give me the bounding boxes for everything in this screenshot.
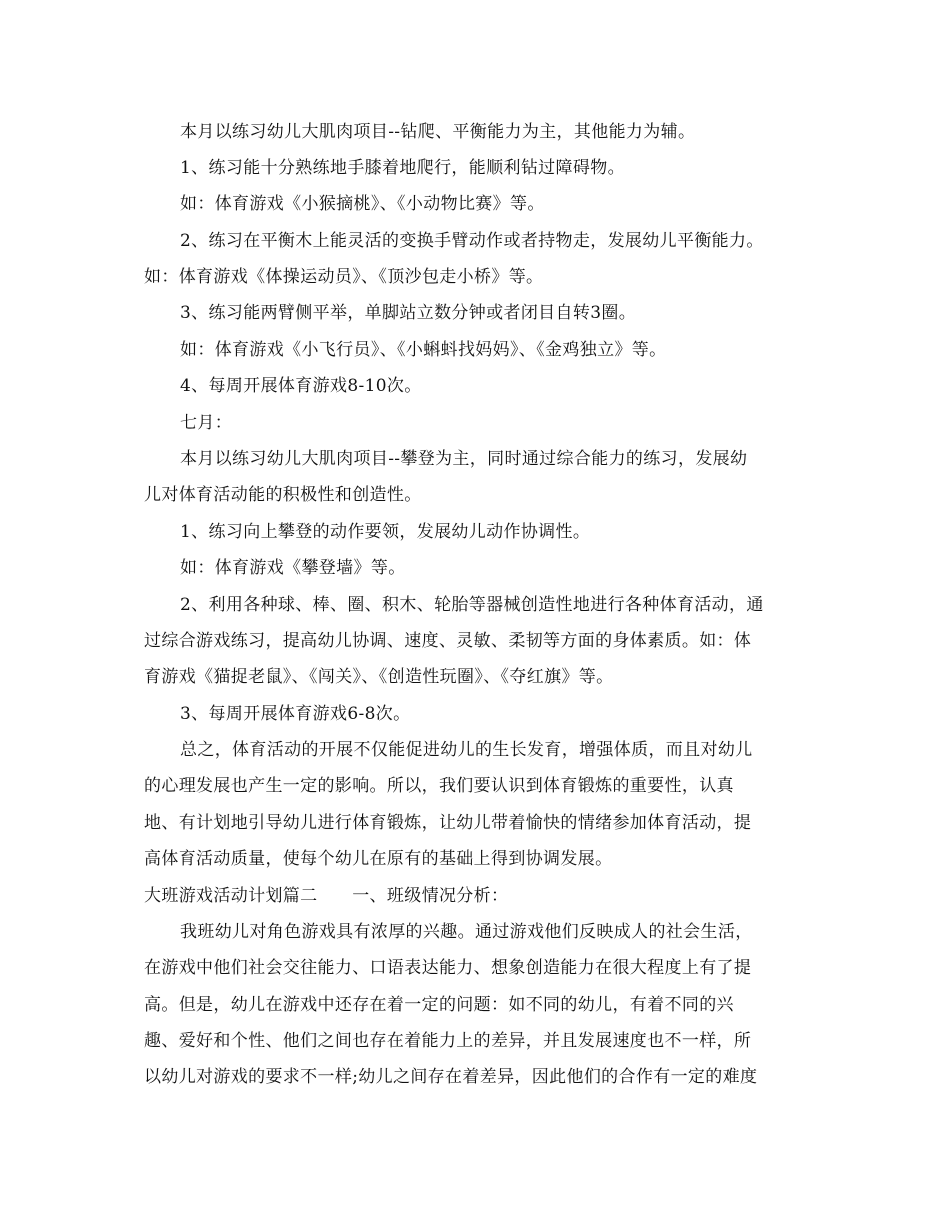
paragraph-line: 1、练习能十分熟练地手膝着地爬行，能顺利钻过障碍物。 (180, 158, 625, 178)
paragraph-line: 总之，体育活动的开展不仅能促进幼儿的生长发育，增强体质，而且对幼儿 (180, 740, 753, 760)
paragraph-line: 高。但是，幼儿在游戏中还存在着一定的问题：如不同的幼儿，有着不同的兴 (144, 995, 734, 1015)
paragraph-line: 在游戏中他们社会交往能力、口语表达能力、想象创造能力在很大程度上有了提 (144, 958, 752, 978)
paragraph-line: 的心理发展也产生一定的影响。所以，我们要认识到体育锻炼的重要性，认真 (144, 776, 734, 796)
paragraph-line: 1、练习向上攀登的动作要领，发展幼儿动作协调性。 (180, 522, 591, 542)
paragraph-line: 高体育活动质量，使每个幼儿在原有的基础上得到协调发展。 (144, 849, 613, 869)
paragraph-line: 过综合游戏练习，提高幼儿协调、速度、灵敏、柔韧等方面的身体素质。如：体 (144, 631, 752, 651)
paragraph-line: 如：体育游戏《小飞行员》、《小蝌蚪找妈妈》、《金鸡独立》等。 (180, 340, 667, 360)
paragraph-line: 本月以练习幼儿大肌肉项目--攀登为主，同时通过综合能力的练习，发展幼 (180, 449, 748, 469)
paragraph-line: 育游戏《猫捉老鼠》、《闯关》、《创造性玩圈》、《夺红旗》等。 (144, 667, 614, 687)
paragraph-line: 2、利用各种球、棒、圈、积木、轮胎等器械创造性地进行各种体育活动，通 (180, 595, 764, 615)
section-heading: 大班游戏活动计划篇二 一、班级情况分析： (144, 886, 509, 906)
paragraph-line: 如：体育游戏《攀登墙》等。 (180, 558, 406, 578)
paragraph-line: 如：体育游戏《体操运动员》、《顶沙包走小桥》等。 (144, 267, 544, 287)
paragraph-line: 4、每周开展体育游戏8-10次。 (180, 376, 422, 396)
paragraph-line: 3、练习能两臂侧平举，单脚站立数分钟或者闭目自转3圈。 (180, 303, 637, 323)
paragraph-line: 地、有计划地引导幼儿进行体育锻炼，让幼儿带着愉快的情绪参加体育活动，提 (144, 813, 752, 833)
section-heading: 七月： (180, 413, 233, 433)
paragraph-line: 如：体育游戏《小猴摘桃》、《小动物比赛》等。 (180, 194, 545, 214)
paragraph-line: 趣、爱好和个性、他们之间也存在着能力上的差异，并且发展速度也不一样，所 (144, 1031, 752, 1051)
paragraph-line: 本月以练习幼儿大肌肉项目--钻爬、平衡能力为主，其他能力为辅。 (180, 122, 696, 142)
paragraph-line: 我班幼儿对角色游戏具有浓厚的兴趣。通过游戏他们反映成人的社会生活， (180, 922, 753, 942)
paragraph-line: 3、每周开展体育游戏6-8次。 (180, 704, 411, 724)
paragraph-line: 以幼儿对游戏的要求不一样;幼儿之间存在着差异，因此他们的合作有一定的难度 (144, 1067, 758, 1087)
paragraph-line: 儿对体育活动能的积极性和创造性。 (144, 485, 422, 505)
paragraph-line: 2、练习在平衡木上能灵活的变换手臂动作或者持物走，发展幼儿平衡能力。 (180, 231, 764, 251)
